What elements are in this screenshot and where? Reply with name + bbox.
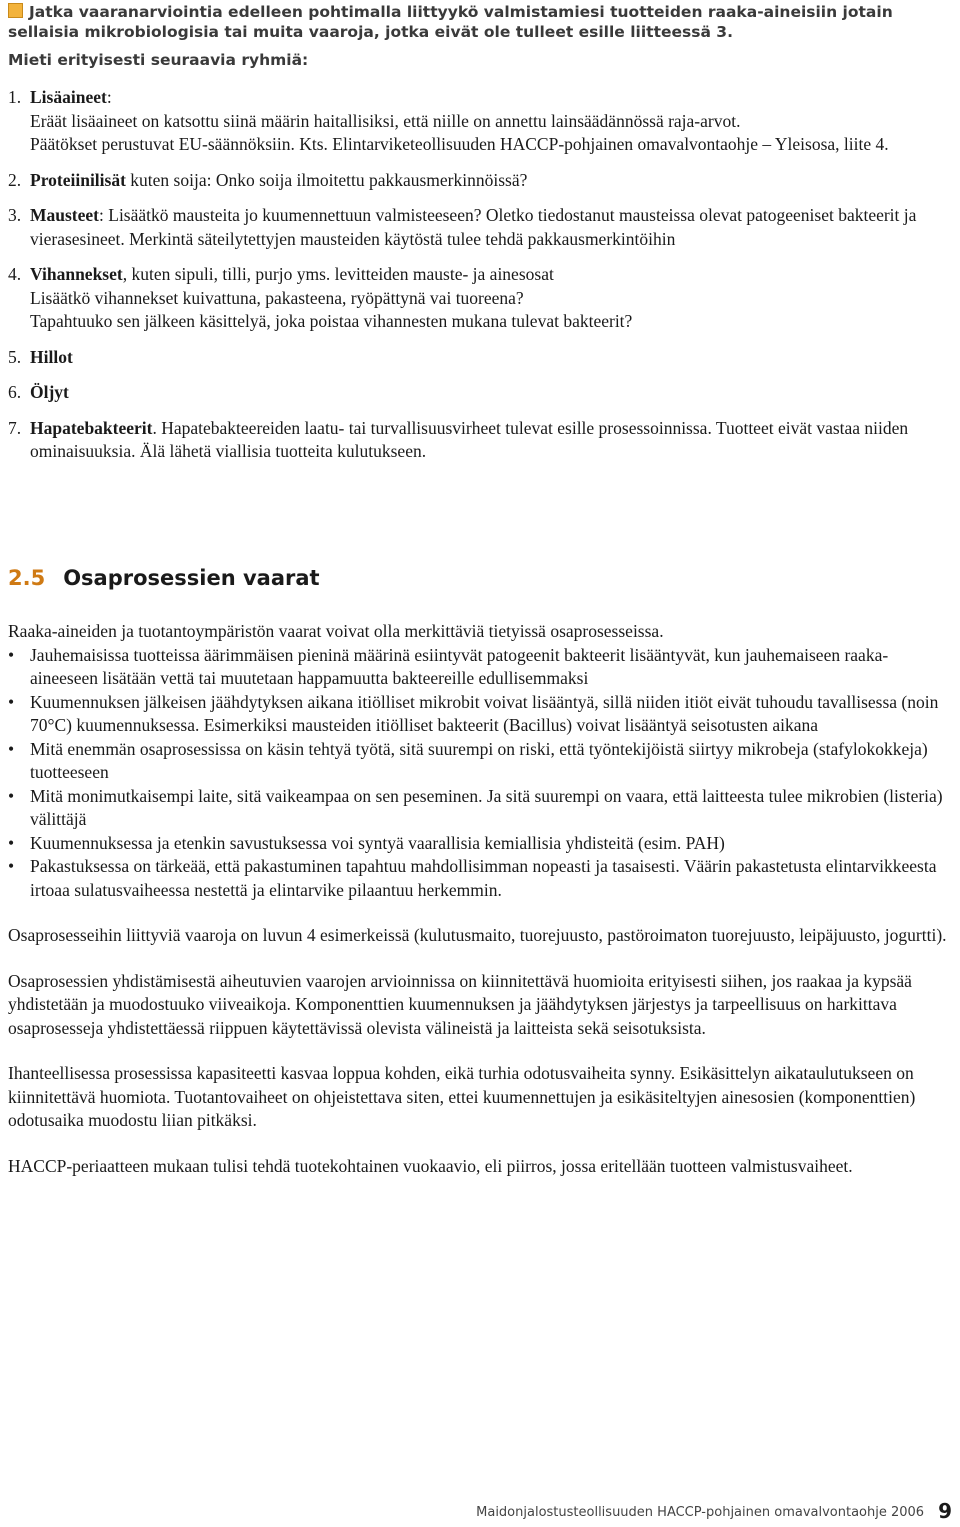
list-item — [8, 204, 954, 251]
item-number: 3. — [8, 205, 22, 225]
paragraph: Osaprosesseihin liittyviä vaaroja on luvun 4 esimerkeissä (kulutusmaito, tuorejuusto, pastöroimaton tuorejuusto, leipäjuusto, jogurtti). — [8, 925, 947, 945]
section-heading — [8, 566, 320, 590]
list-item: 1. Lisäaineet: Eräät lisäaineet on katsottu siinä määrin haitallisiksi, että niille on annettu lainsäädännössä raja-arvot. Päätökset perustuvat EU-säännöksiin. Kts. Elintarviketeollisuuden HACCP-pohjainen omavalvontaohje – Yleisosa, liite 4. — [8, 87, 889, 154]
item-title: Vihannekset — [30, 264, 123, 284]
bullet-item: • Mitä enemmän osaprosessissa on käsin tehtyä työtä, sitä suurempi on riski, että työntekijöistä siirtyy mikrobeja (stafylokokkeja) tuotteeseen — [8, 738, 928, 782]
item-text: kuten soija: Onko soija ilmoitettu pakkausmerkinnöissä? — [130, 169, 528, 190]
intro-text — [8, 2, 954, 42]
item-title: Mausteet — [30, 205, 100, 225]
item-title: Lisäaineet — [30, 87, 107, 107]
page-number: 9 — [938, 1499, 952, 1523]
item-number: 2. — [8, 169, 22, 190]
footer-title: Maidonjalostusteollisuuden HACCP-pohjainen omavalvontaohje 2006 — [476, 1505, 925, 1520]
section-body — [8, 620, 954, 1178]
item-line: Päätökset perustuvat EU-säännöksiin. Kts. Elintarviketeollisuuden HACCP-pohjainen omavalvontaohje – Yleisosa, liite 4. — [30, 134, 889, 154]
item-text: , kuten sipuli, tilli, purjo yms. levitteiden mauste- ja ainesosat — [122, 264, 554, 284]
bullet-item: • Kuumennuksessa ja etenkin savustuksessa voi syntyä vaarallisia kemiallisia yhdisteitä (esim. PAH) — [8, 832, 725, 853]
list-item — [8, 169, 954, 193]
list-item — [8, 263, 954, 334]
bullet-item: • Pakastuksessa on tärkeää, että pakastuminen tapahtuu mahdollisimman nopeasti ja tasaisesti. Väärin pakastetusta elintarvikkeesta irtoaa sulatusvaiheessa nestettä ja elintarvike pilaantuu herkemmin. — [8, 856, 937, 900]
list-item — [8, 381, 954, 405]
item-number: 1. — [8, 87, 22, 107]
item-number: 4. — [8, 264, 22, 284]
item-line: Tapahtuuko sen jälkeen käsittelyä, joka poistaa vihannesten mukana tulevat bakteerit? — [30, 311, 633, 331]
section-title: Osaprosessien vaarat — [63, 566, 320, 590]
item-number: 6. — [8, 382, 22, 402]
section-lead: Raaka-aineiden ja tuotantoympäristön vaarat voivat olla merkittäviä tietyissä osaprosesseissa. — [8, 621, 664, 641]
intro-sentence: Jatka vaaranarviointia edelleen pohtimalla liittyykö valmistamiesi tuotteiden raaka-aineisiin jotain sellaisia mikrobiologisia tai muita vaaroja, jotka eivät ole tulleet esille liitteessä 3. — [8, 3, 893, 41]
item-title: Öljyt — [30, 382, 69, 402]
bullet-item: • Mitä monimutkaisempi laite, sitä vaikeampaa on sen peseminen. Ja sitä suurempi on vaara, että laitteesta tulee mikrobien (listeria) välittäjä — [8, 785, 943, 829]
square-bullet-icon — [8, 3, 23, 18]
bullet-item: • Jauhemaisissa tuotteissa äärimmäisen pieninä määrinä esiintyvät patogeenit bakteerit lisääntyvät, kun jauhemaiseen raaka-aineeseen lisätään vettä tai muutetaan happamuutta bakteereille edullisemmaksi — [8, 644, 889, 688]
item-title: Hillot — [30, 346, 73, 367]
item-title: Proteiinilisät — [30, 169, 126, 190]
item-text: . Hapatebakteereiden laatu- tai turvallisuusvirheet tulevat esille prosessoinnissa. Tuotteet eivät vastaa niiden ominaisuuksia. Älä lähetä viallisia tuotteita kulutukseen. — [30, 417, 909, 461]
page-footer — [476, 1499, 952, 1523]
list-item — [8, 417, 954, 464]
paragraph: HACCP-periaatteen mukaan tulisi tehdä tuotekohtainen vuokaavio, eli piirros, jossa eritellään tuotteen valmistusvaiheet. — [8, 1155, 853, 1176]
focus-line: Mieti erityisesti seuraavia ryhmiä: — [8, 51, 309, 69]
item-line: Lisäätkö vihannekset kuivattuna, pakasteena, ryöpättynä vai tuoreena? — [30, 287, 524, 308]
item-line: Eräät lisäaineet on katsottu siinä määrin haitallisiksi, että niille on annettu lainsäädännössä raja-arvot. — [30, 110, 741, 131]
item-title: Hapatebakteerit — [30, 417, 153, 438]
list-item — [8, 346, 954, 370]
item-number: 7. — [8, 417, 22, 438]
item-number: 5. — [8, 346, 22, 367]
item-text: : Lisäätkö mausteita jo kuumennettuun valmisteeseen? Oletko tiedostanut mausteissa olevat patogeeniset bakteerit ja vierasesineet. Merkintä säteilytettyjen mausteiden käytöstä tulee tehdä pakkausmerkintöihin — [30, 205, 917, 249]
paragraph: Osaprosessien yhdistämisestä aiheutuvien vaarojen arvioinnissa on kiinnitettävä huomioita erityisesti siihen, jos raakaa ja kypsää yhdistetään ja muodostuuko viiveaikoja. Komponenttien kuumennuksen ja jäähdytyksen järjestys ja tarpeellisuus on harkittava osaprosesseja yhdistettäessä riippuen käytettävissä olevista välineistä ja laitteista sekä seisotuksista. — [8, 970, 912, 1038]
hazard-groups-list — [8, 86, 954, 464]
bullet-item: • Kuumennuksen jälkeisen jäähdytyksen aikana itiölliset mikrobit voivat lisääntyä, sillä niiden itiöt eivät tuhoudu tavallisessa (noin 70°C) kuumennuksessa. Esimerkiksi mausteiden itiölliset bakteerit (Bacillus) voivat lisääntyä seisotusten aikana — [8, 691, 939, 735]
paragraph: Ihanteellisessa prosessissa kapasiteetti kasvaa loppua kohden, eikä turhia odotusvaiheita synny. Esikäsittelyn aikataulutukseen on kiinnitettävä huomiota. Tuotantovaiheet on ohjeistettava siten, ettei kuumennettujen ja esikäsiteltyjen ainesosien (komponenttien) odotusaika muodostu liian pitkäksi. — [8, 1063, 916, 1130]
section-number: 2.5 — [8, 566, 46, 590]
